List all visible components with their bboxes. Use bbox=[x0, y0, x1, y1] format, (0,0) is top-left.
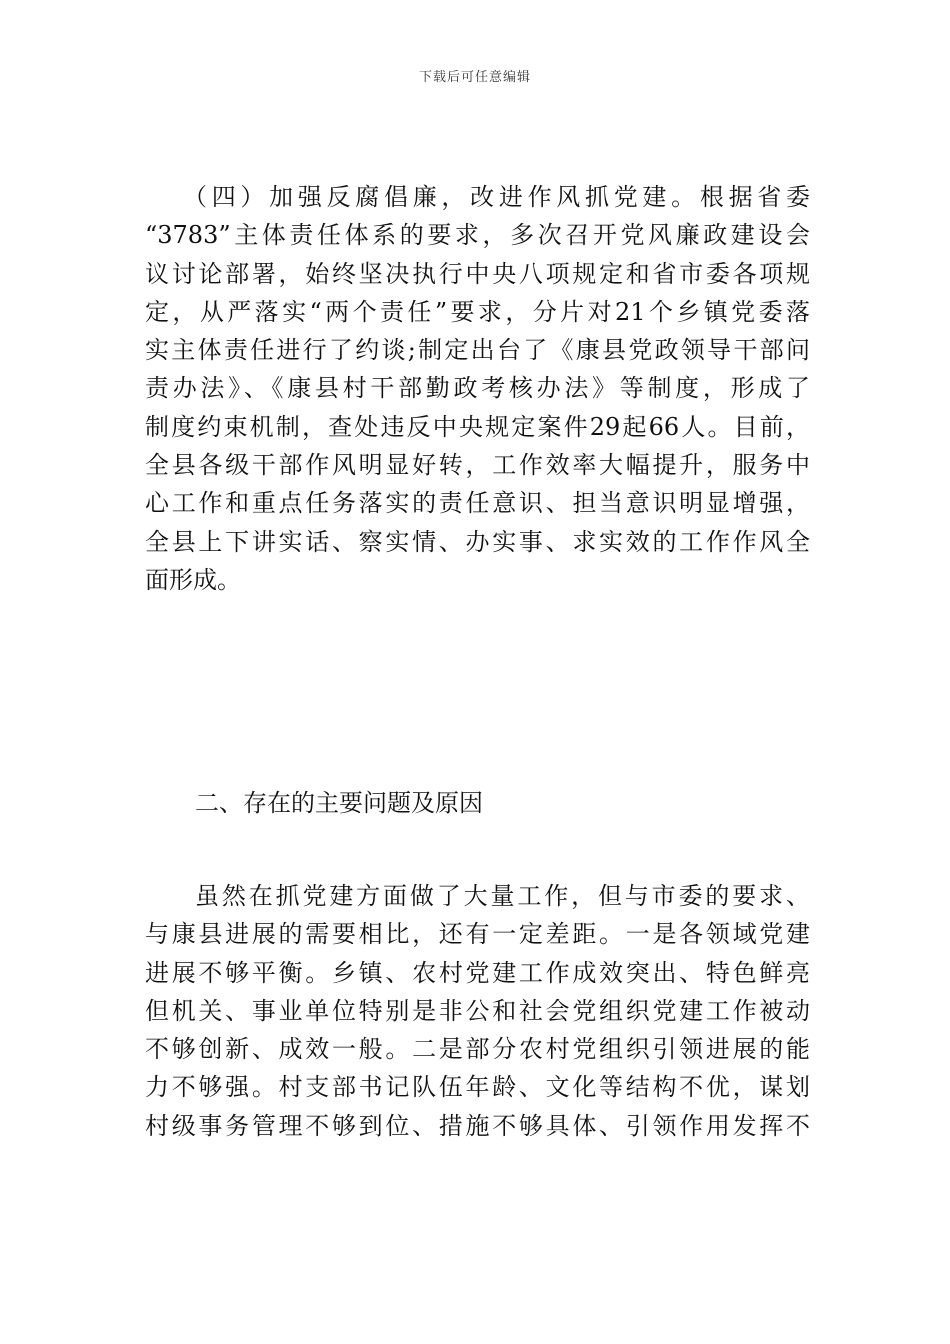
paragraph-line: 心工作和重点任务落实的责任意识、担当意识明显增强， bbox=[145, 489, 810, 518]
paragraph-line: 但机关、事业单位特别是非公和社会党组织党建工作被动 bbox=[145, 996, 810, 1025]
paragraph-line: 定，从严落实“两个责任”要求，分片对21个乡镇党委落 bbox=[145, 297, 810, 326]
paragraph-line: 不够创新、成效一般。二是部分农村党组织引领进展的能 bbox=[145, 1035, 810, 1064]
paragraph-line: 村级事务管理不够到位、措施不够具体、引领作用发挥不 bbox=[145, 1111, 810, 1140]
paragraph-line: 面形成。 bbox=[145, 565, 241, 594]
paragraph-line: 全县上下讲实话、察实情、办实事、求实效的工作作风全 bbox=[145, 527, 810, 556]
paragraph-line: 进展不够平衡。乡镇、农村党建工作成效突出、特色鲜亮 bbox=[145, 958, 810, 987]
paragraph-line: 责办法》、《康县村干部勤政考核办法》等制度，形成了 bbox=[145, 374, 810, 403]
paragraph-line: 议讨论部署，始终坚决执行中央八项规定和省市委各项规 bbox=[145, 259, 810, 288]
paragraph-line: “3783”主体责任体系的要求，多次召开党风廉政建设会 bbox=[145, 221, 810, 250]
paragraph-line: （四）加强反腐倡廉，改进作风抓党建。根据省委 bbox=[183, 183, 810, 211]
page-header: 下载后可任意编辑 bbox=[418, 70, 531, 85]
paragraph-anti-corruption bbox=[145, 178, 810, 599]
paragraph-line: 与康县进展的需要相比，还有一定差距。一是各领域党建 bbox=[145, 920, 810, 949]
paragraph-line: 制度约束机制，查处违反中央规定案件29起66人。目前， bbox=[145, 412, 810, 441]
paragraph-line: 全县各级干部作风明显好转，工作效率大幅提升，服务中 bbox=[145, 451, 810, 480]
paragraph-line: 实主体责任进行了约谈;制定出台了《康县党政领导干部问 bbox=[145, 336, 810, 365]
section-heading: 二、存在的主要问题及原因 bbox=[195, 789, 483, 817]
paragraph-line: 力不够强。村支部书记队伍年龄、文化等结构不优，谋划 bbox=[145, 1073, 810, 1102]
paragraph-problems bbox=[145, 877, 810, 1145]
paragraph-line: 虽然在抓党建方面做了大量工作，但与市委的要求、 bbox=[195, 882, 810, 910]
